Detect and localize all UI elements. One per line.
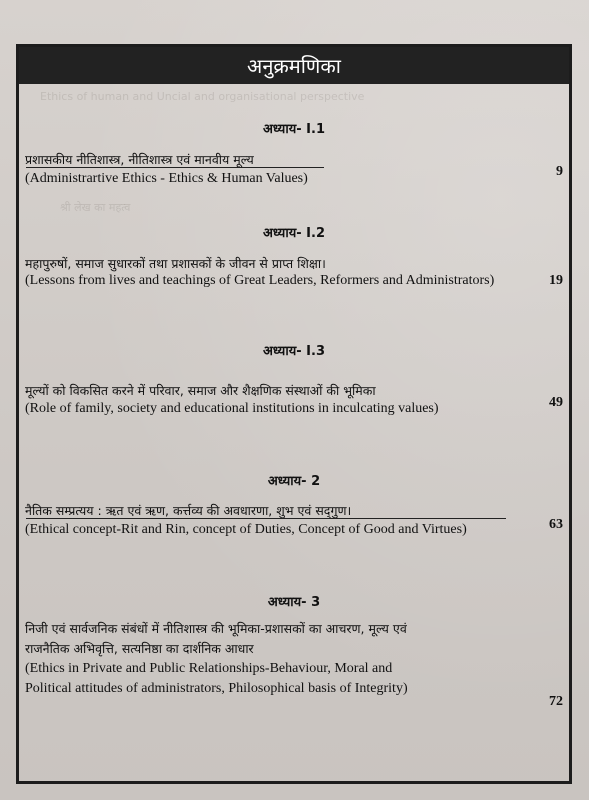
chapter-title-hindi: मूल्यों को विकसित करने में परिवार, समाज और शैक्षणिक संस्थाओं की भूमिका	[25, 383, 376, 398]
title-underline	[26, 167, 324, 168]
index-title: अनुक्रमणिका	[247, 54, 341, 78]
chapter-title-english: (Role of family, society and educational institutions in inculcating values)	[25, 401, 439, 416]
chapter-title-english: (Ethics in Private and Public Relationships-Behaviour, Moral and	[25, 661, 393, 676]
chapter-title-hindi: प्रशासकीय नीतिशास्त्र, नीतिशास्त्र एवं मानवीय मूल्य	[25, 152, 254, 167]
chapter-page-number: 19	[549, 273, 563, 288]
index-content	[19, 84, 569, 781]
chapter-title-english: Political attitudes of administrators, Philosophical basis of Integrity)	[25, 681, 408, 696]
title-underline	[26, 518, 506, 519]
chapter-title-hindi: नैतिक सम्प्रत्यय : ऋत एवं ऋण, कर्त्तव्य की अवधारणा, शुभ एवं सद्‌गुण।	[25, 503, 352, 518]
chapter-title-hindi: महापुरुषों, समाज सुधारकों तथा प्रशासकों के जीवन से प्राप्त शिक्षा।	[25, 256, 326, 271]
chapter-heading: अध्याय- 3	[267, 595, 321, 610]
chapter-heading: अध्याय- I.3	[262, 344, 325, 359]
chapter-heading: अध्याय- I.2	[262, 226, 325, 241]
chapter-page-number: 72	[549, 694, 563, 709]
chapter-heading: अध्याय- I.1	[262, 122, 325, 137]
chapter-page-number: 49	[549, 395, 563, 410]
index-header	[19, 47, 569, 84]
chapter-title-hindi: राजनैतिक अभिवृत्ति, सत्यनिष्ठा का दार्शनिक आधार	[25, 641, 254, 656]
chapter-page-number: 9	[556, 164, 563, 179]
chapter-title-english: (Lessons from lives and teachings of Great Leaders, Reformers and Administrators)	[25, 273, 495, 288]
chapter-title-english: (Administrartive Ethics - Ethics & Human Values)	[25, 171, 308, 186]
chapter-title-hindi: निजी एवं सार्वजनिक संबंधों में नीतिशास्त्र की भूमिका-प्रशासकों का आचरण, मूल्य एवं	[25, 621, 407, 636]
chapter-title-english: (Ethical concept-Rit and Rin, concept of Duties, Concept of Good and Virtues)	[25, 522, 467, 537]
index-box	[16, 44, 572, 784]
chapter-page-number: 63	[549, 517, 563, 532]
chapter-heading: अध्याय- 2	[267, 474, 321, 489]
bleed-through-text: Ethics of human and Uncial and organisational perspective	[40, 90, 365, 103]
bleed-through-text: श्री लेख का महत्व	[60, 201, 131, 214]
